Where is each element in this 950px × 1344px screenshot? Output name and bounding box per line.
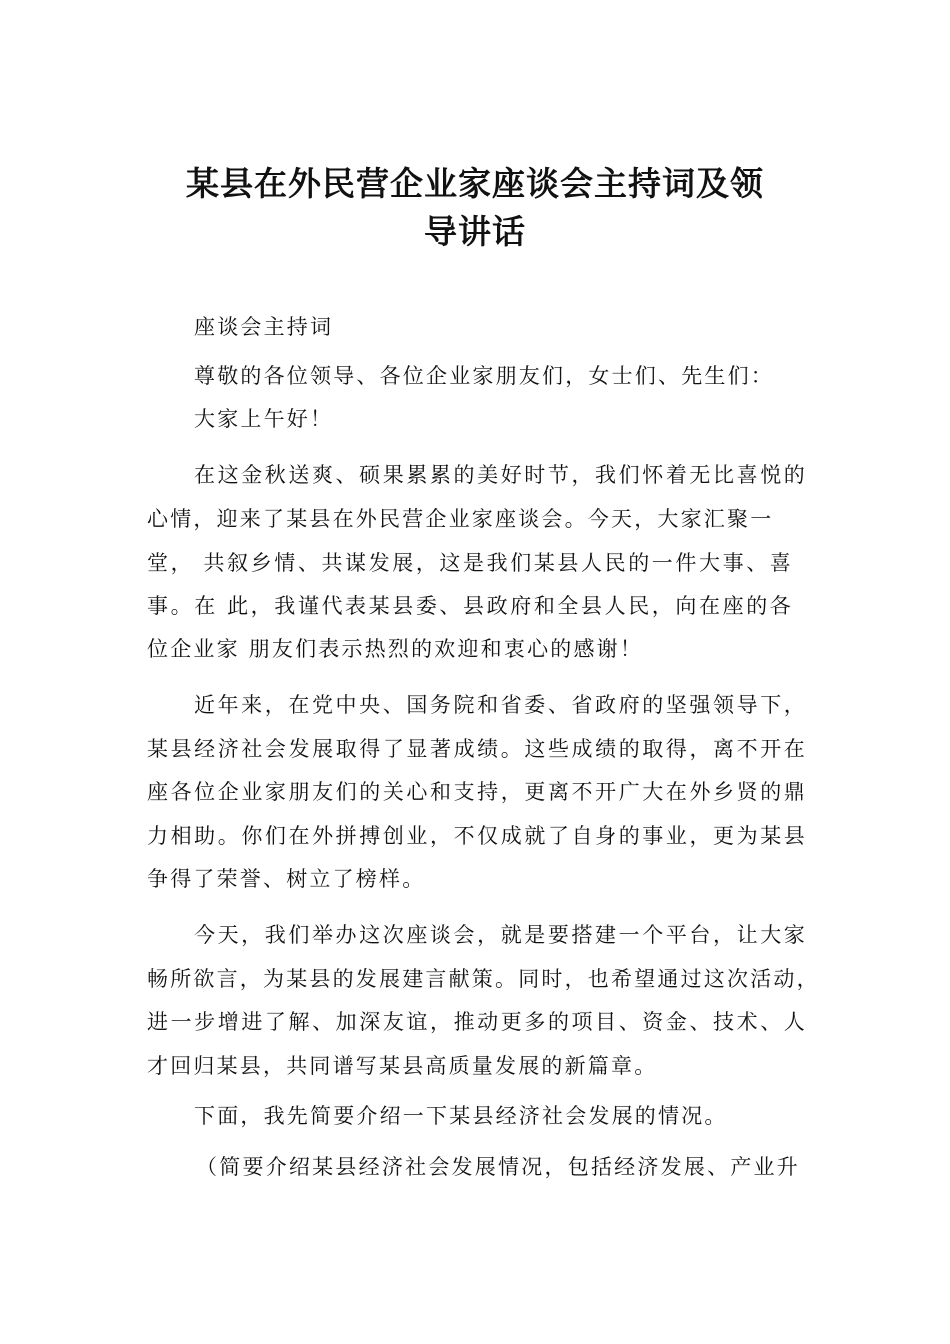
paragraph-line: 进一步增进了解、加深友谊，推动更多的项目、资金、技术、人: [147, 1010, 807, 1034]
paragraph-line: 今天，我们举办这次座谈会，就是要搭建一个平台，让大家: [194, 923, 807, 947]
salutation: 尊敬的各位领导、各位企业家朋友们，女士们、先生们：: [194, 364, 774, 388]
paragraph-line: 某县经济社会发展取得了显著成绩。这些成绩的取得，离不开在: [147, 737, 807, 761]
paragraph-line: 位企业家 朋友们表示热烈的欢迎和衷心的感谢！: [147, 637, 644, 661]
title-line-1: 某县在外民营企业家座谈会主持词及领: [186, 164, 764, 203]
greeting: 大家上午好！: [194, 407, 334, 431]
paragraph-line: 心情，迎来了某县在外民营企业家座谈会。今天，大家汇聚一: [147, 507, 774, 531]
paragraph-line: 力相助。你们在外拼搏创业，不仅成就了自身的事业，更为某县: [147, 824, 807, 848]
title-line-2: 导讲话: [424, 212, 526, 251]
paragraph-line: 事。在 此，我谨代表某县委、县政府和全县人民，向在座的各: [147, 594, 793, 618]
paragraph-line: （简要介绍某县经济社会发展情况，包括经济发展、产业升: [196, 1155, 800, 1179]
paragraph-line: 争得了荣誉、树立了榜样。: [147, 867, 426, 891]
paragraph-line: 座各位企业家朋友们的关心和支持，更离不开广大在外乡贤的鼎: [147, 780, 807, 804]
document-title: [120, 160, 830, 256]
paragraph-line: 近年来，在党中央、国务院和省委、省政府的坚强领导下，: [194, 693, 807, 717]
paragraph-line: 在这金秋送爽、硕果累累的美好时节，我们怀着无比喜悦的: [194, 463, 807, 487]
paragraph-line: 才回归某县，共同谱写某县高质量发展的新篇章。: [147, 1054, 658, 1078]
paragraph-line: 畅所欲言，为某县的发展建言献策。同时，也希望通过这次活动，: [147, 967, 820, 991]
paragraph-line: 下面，我先简要介绍一下某县经济社会发展的情况。: [194, 1104, 728, 1128]
section-heading: 座谈会主持词: [194, 315, 334, 339]
paragraph-line: 堂， 共叙乡情、共谋发展，这是我们某县人民的一件大事、喜: [147, 551, 793, 575]
